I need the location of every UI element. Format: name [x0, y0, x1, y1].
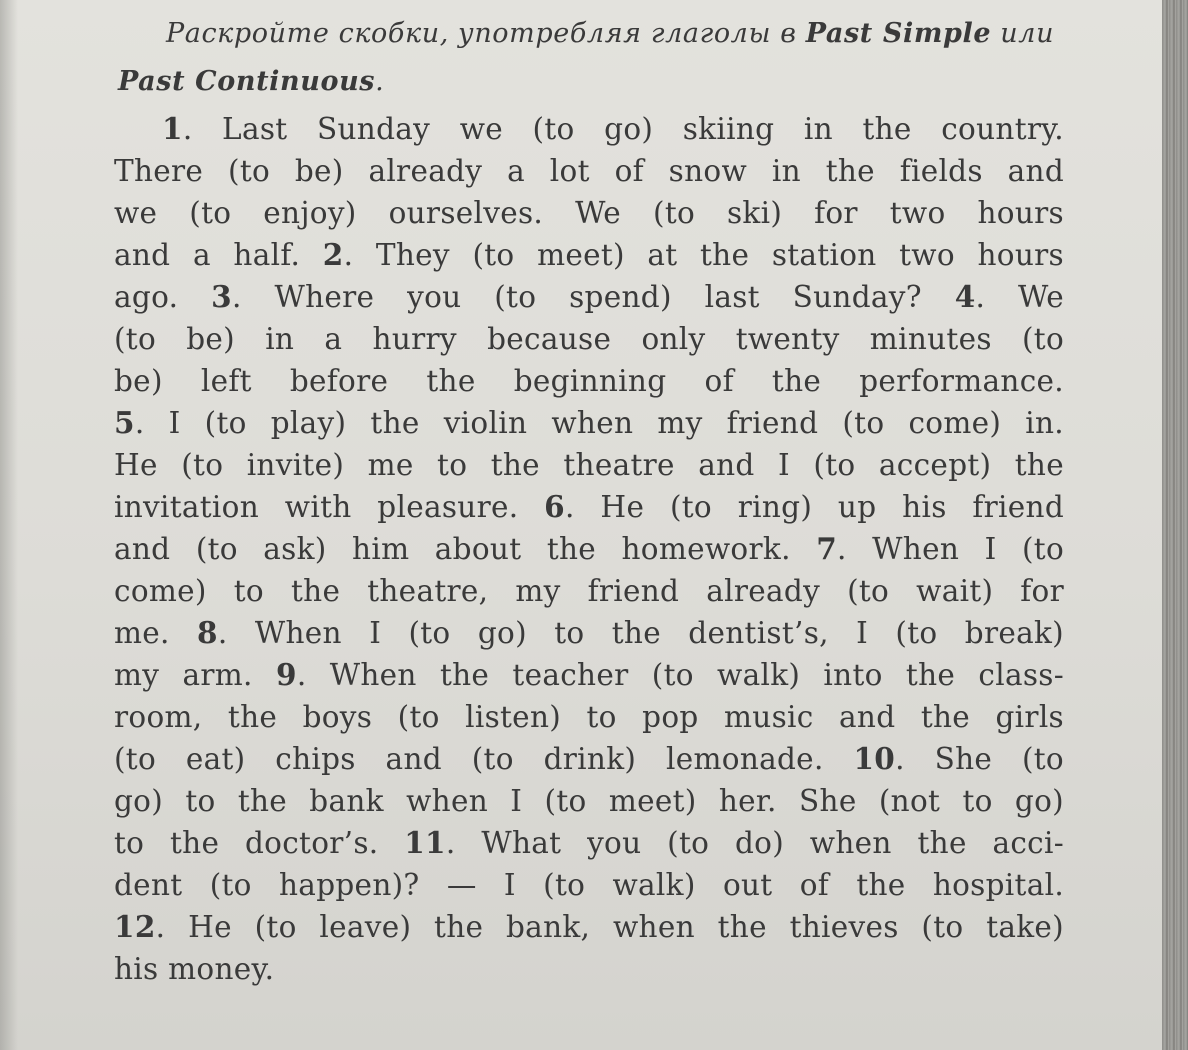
text-line: (to eat) chips and (to drink) lemonade. 10. She (to [114, 741, 1064, 776]
text-line: 5. I (to play) the violin when my friend (to come) in. [114, 405, 1064, 440]
item-number: 9 [275, 657, 297, 692]
item-number: 10 [853, 741, 896, 776]
item-number: 6 [544, 489, 565, 524]
text-line: invitation with pleasure. 6. He (to ring) up his friend [114, 489, 1064, 524]
text-line: be) left before the beginning of the performance. [114, 364, 1064, 398]
text-line: me. 8. When I (to go) to the dentist’s, I (to break) [114, 615, 1064, 650]
instruction-end: . [375, 66, 385, 97]
item-number: 1 [162, 111, 183, 146]
text-line: and a half. 2. They (to meet) at the station two hours [114, 237, 1064, 272]
item-number: 3 [211, 279, 232, 314]
text-line: 12. He (to leave) the bank, when the thieves (to take) [114, 909, 1064, 944]
text-line: his money. [114, 952, 275, 986]
instruction-text: Раскройте скобки, употребляя глаголы в [166, 18, 806, 49]
text-line: ago. 3. Where you (to spend) last Sunday? 4. We [114, 279, 1065, 314]
page-stack-edge [1162, 0, 1188, 1050]
text-line: come) to the theatre, my friend already (to wait) for [114, 574, 1064, 608]
text-line: He (to invite) me to the theatre and I (to accept) the [114, 448, 1064, 482]
exercise-instruction [118, 10, 1058, 106]
item-number: 8 [197, 615, 218, 650]
item-number: 12 [114, 909, 156, 944]
text-line: go) to the bank when I (to meet) her. She (not to go) [114, 784, 1064, 818]
text-line: room, the boys (to listen) to pop music and the girls [114, 700, 1064, 734]
text-line: we (to enjoy) ourselves. We (to ski) for two hours [114, 196, 1064, 230]
text-line: and (to ask) him about the homework. 7. When I (to [114, 531, 1065, 566]
item-number: 11 [404, 825, 446, 860]
text-line: to the doctor’s. 11. What you (to do) when the acci- [114, 825, 1065, 860]
item-number: 5 [114, 405, 135, 440]
item-number: 4 [954, 279, 976, 314]
exercise-body [114, 108, 1064, 990]
text-line: my arm. 9. When the teacher (to walk) into the class- [114, 657, 1064, 692]
instruction-joiner: или [991, 18, 1055, 49]
page-gutter-shadow [0, 0, 18, 1050]
text-line: 1. Last Sunday we (to go) skiing in the country. [162, 111, 1064, 146]
text-line: There (to be) already a lot of snow in the fields and [114, 154, 1064, 188]
item-number: 2 [322, 237, 344, 272]
text-line: (to be) in a hurry because only twenty minutes (to [114, 322, 1064, 356]
text-line: dent (to happen)? — I (to walk) out of the hospital. [114, 868, 1064, 902]
tense-past-continuous: Past Continuous [118, 66, 376, 97]
item-number: 7 [816, 531, 838, 566]
tense-past-simple: Past Simple [805, 18, 992, 49]
